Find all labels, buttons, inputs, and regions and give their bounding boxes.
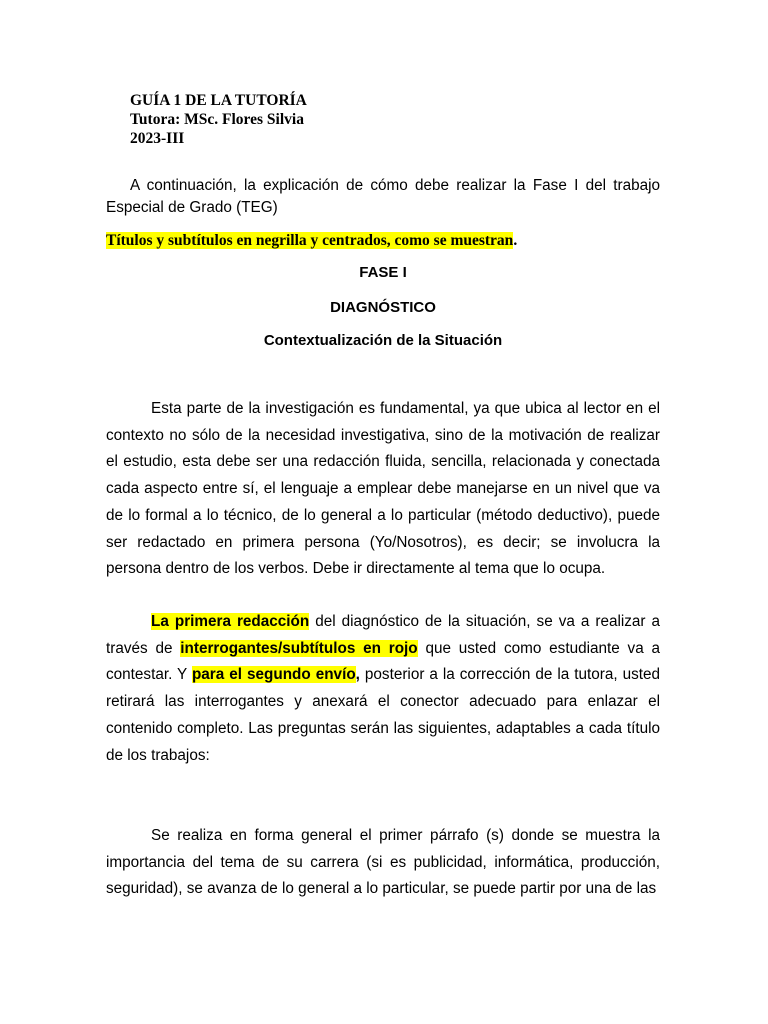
para2-comma: , <box>355 666 360 684</box>
heading-contextualizacion: Contextualización de la Situación <box>263 332 503 349</box>
term-code: 2023-III <box>130 130 185 147</box>
body-paragraph-3-text: Se realiza en forma general el primer párrafo (s) donde se muestra la importancia del tema de su carrera (si es publicidad, informática, producción, seguridad), se avanza de lo general a lo particular, se puede partir por una de las <box>106 827 660 898</box>
formatting-note-highlight: Títulos y subtítulos en negrilla y centrados, como se muestran <box>106 232 514 249</box>
guide-title: GUÍA 1 DE LA TUTORÍA <box>130 92 307 109</box>
intro-text: A continuación, la explicación de cómo debe realizar la Fase I del trabajo Especial de Grado (TEG) <box>106 177 660 216</box>
highlight-primera-redaccion: La primera redacción <box>151 613 310 630</box>
tutor-name: Tutora: MSc. Flores Silvia <box>130 111 304 128</box>
body-paragraph-1 <box>106 396 660 583</box>
intro-paragraph <box>106 175 660 219</box>
formatting-note-period: . <box>513 232 518 249</box>
guide-header <box>130 91 307 148</box>
para2-text-3: posterior a la corrección de la tutora, usted retirará las interrogantes y anexará el conector adecuado para enlazar el contenido completo. Las preguntas serán las siguientes, adaptables a cada título de los trabajos: <box>106 666 660 764</box>
body-paragraph-2 <box>106 609 660 769</box>
heading-fase: FASE I <box>359 264 407 281</box>
heading-diagnostico: DIAGNÓSTICO <box>330 299 436 316</box>
body-paragraph-1-text: Esta parte de la investigación es fundamental, ya que ubica al lector en el contexto no sólo de la necesidad investigativa, sino de la motivación de realizar el estudio, esta debe ser una redacción fluida, sencilla, relacionada y conectada cada aspecto entre sí, el lenguaje a emplear debe manejarse en un nivel que va de lo formal a lo técnico, de lo general a lo particular (método deductivo), puede ser redactado en primera persona (Yo/Nosotros), es decir; se involucra la persona dentro de los verbos. Debe ir directamente al tema que lo ocupa. <box>106 400 660 578</box>
highlight-interrogantes: interrogantes/subtítulos en rojo <box>180 639 418 657</box>
body-paragraph-2-text <box>106 609 660 769</box>
highlight-segundo-envio: para el segundo envío <box>191 666 356 684</box>
body-paragraph-3 <box>106 823 660 903</box>
formatting-note <box>106 230 517 252</box>
para2-text-1: del diagnóstico de la situación, se va a realizar a través de <box>106 613 661 657</box>
para2-text-2: que usted como estudiante va a contestar. Y <box>106 639 660 684</box>
